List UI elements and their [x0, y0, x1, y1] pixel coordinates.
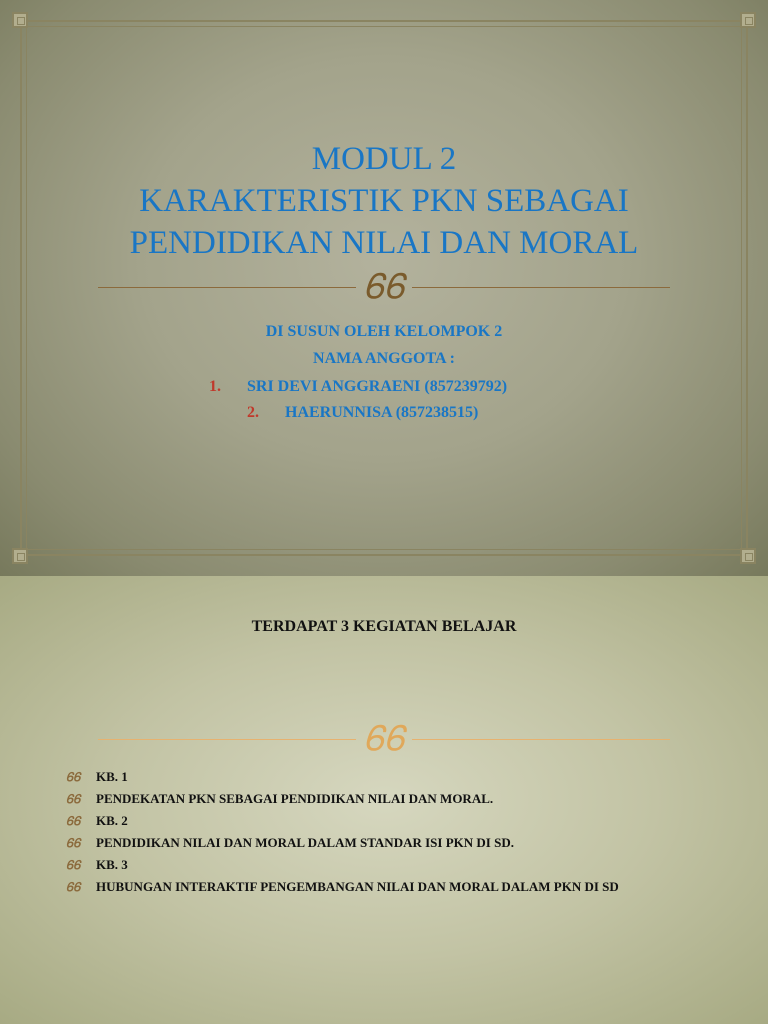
slide-heading: TERDAPAT 3 KEGIATAN BELAJAR — [251, 618, 517, 635]
members-label: NAMA ANGGOTA : — [313, 350, 455, 367]
member-number: 2. — [247, 404, 259, 421]
list-item — [66, 876, 619, 898]
divider-line-right — [412, 287, 670, 288]
frame-corner-icon — [12, 12, 28, 28]
author-group: DI SUSUN OLEH KELOMPOK 2 — [265, 323, 503, 340]
member-number: 1. — [209, 378, 221, 395]
flourish-icon: ᏮᏮ — [363, 269, 405, 306]
member-name: HAERUNNISA (857238515) — [285, 404, 479, 421]
frame-corner-icon — [740, 12, 756, 28]
list-item-text: PENDEKATAN PKN SEBAGAI PENDIDIKAN NILAI DAN MORAL. — [96, 791, 494, 806]
list-item-text: KB. 2 — [96, 813, 128, 828]
bullet-flourish-icon: ᏮᏮ — [66, 858, 81, 872]
member-item — [209, 378, 507, 396]
list-item-text: KB. 1 — [96, 769, 128, 784]
divider-line-left — [98, 287, 356, 288]
bullet-flourish-icon: ᏮᏮ — [66, 836, 81, 850]
bullet-flourish-icon: ᏮᏮ — [66, 792, 81, 806]
bullet-flourish-icon: ᏮᏮ — [66, 814, 81, 828]
divider-line-left — [98, 739, 356, 740]
frame-corner-icon — [740, 548, 756, 564]
member-item — [247, 404, 478, 422]
slide-title-text — [40, 138, 728, 264]
list-item — [66, 788, 619, 810]
ornament-divider — [98, 269, 670, 306]
activity-list — [66, 766, 619, 898]
ornament-divider — [98, 721, 670, 758]
title-line-1: MODUL 2 — [311, 141, 457, 177]
list-item-text: HUBUNGAN INTERAKTIF PENGEMBANGAN NILAI DAN MORAL DALAM PKN DI SD — [96, 879, 619, 894]
list-item-text: KB. 3 — [96, 857, 128, 872]
bullet-flourish-icon: ᏮᏮ — [66, 770, 81, 784]
list-item — [66, 766, 619, 788]
list-item — [66, 854, 619, 876]
slide-activities — [0, 576, 768, 1024]
title-line-2: KARAKTERISTIK PKN SEBAGAI — [139, 183, 629, 219]
list-item-text: PENDIDIKAN NILAI DAN MORAL DALAM STANDAR ISI PKN DI SD. — [96, 835, 514, 850]
title-line-3: PENDIDIKAN NILAI DAN MORAL — [129, 225, 639, 261]
member-name: SRI DEVI ANGGRAENI (857239792) — [247, 378, 508, 395]
divider-line-right — [412, 739, 670, 740]
frame-corner-icon — [12, 548, 28, 564]
list-item — [66, 832, 619, 854]
flourish-icon: ᏮᏮ — [363, 721, 405, 758]
list-item — [66, 810, 619, 832]
bullet-flourish-icon: ᏮᏮ — [66, 880, 81, 894]
